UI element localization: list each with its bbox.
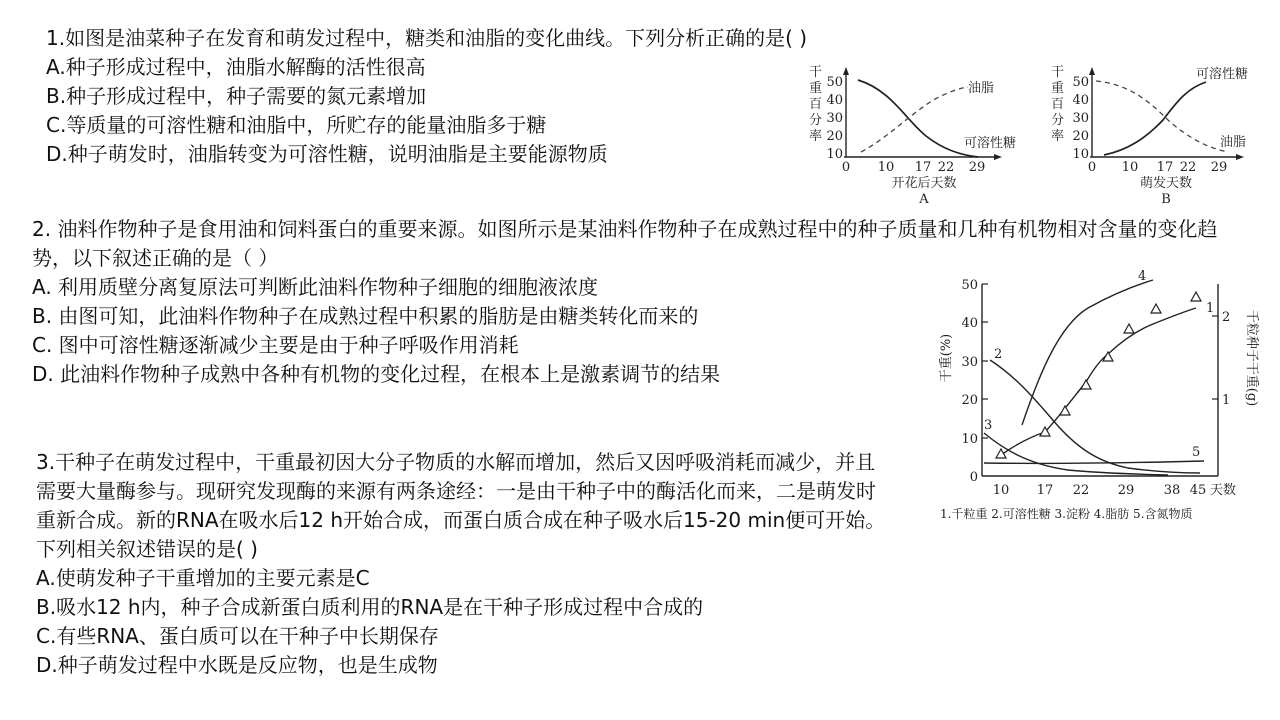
figure-b-oil-seed-germination (1048, 58, 1272, 210)
figure-a-y-label-char: 重 (809, 81, 823, 96)
figure-left-y-tick: 50 (961, 278, 978, 293)
question-2-stem: 2. 油料作物种子是食用油和饲料蛋白的重要来源。如图所示是某油料作物种子在成熟过程中的种子质量和几种有机物相对含量的变化趋势，以下叙述正确的是（ ） (32, 217, 1218, 270)
question-3 (36, 448, 886, 680)
figure-b-y-label-char: 干 (1051, 65, 1065, 80)
figure-a-oil-seed-development (806, 58, 1038, 210)
figure-left-y-tick: 40 (961, 316, 978, 331)
figure-b-y-label-char: 百 (1051, 97, 1065, 112)
figure-a-y-tick: 30 (826, 111, 843, 126)
figure-b-y-label (1051, 65, 1064, 144)
figure-curve-nitrogen (984, 461, 1204, 463)
figure-a-caption: A (919, 192, 929, 207)
figure-left-y-tick: 30 (961, 355, 978, 370)
question-1-option-b: B.种子形成过程中，种子需要的氮元素增加 (46, 84, 427, 108)
figure-curve-label-5: 5 (1192, 445, 1201, 460)
figure-curve-label-4: 4 (1138, 269, 1147, 284)
figure-curve-label-3: 3 (984, 418, 993, 433)
figure-legend: 1.千粒重 2.可溶性糖 3.淀粉 4.脂肪 5.含氮物质 (940, 507, 1193, 521)
question-3-option-c: C.有些RNA、蛋白质可以在干种子中长期保存 (36, 624, 439, 648)
figure-a-y-tick: 10 (826, 147, 843, 162)
figure-a-x-arrow (994, 154, 1002, 160)
figure-right-y-tick: 1 (1222, 393, 1231, 408)
figure-curve-fat (1022, 280, 1153, 425)
figure-b-x-label: 萌发天数 (1139, 176, 1193, 191)
figure-curve-grain-weight (1001, 308, 1196, 455)
question-1-stem: 1.如图是油菜种子在发育和萌发过程中，糖类和油脂的变化曲线。下列分析正确的是( ) (46, 26, 808, 50)
figure-triangle-marker (1151, 304, 1161, 313)
figure-a-x-label: 开花后天数 (891, 176, 957, 191)
figure-b-caption: B (1161, 192, 1171, 207)
question-2-option-d: D. 此油料作物种子成熟中各种有机物的变化过程，在根本上是激素调节的结果 (32, 362, 721, 386)
figure-b-y-tick: 10 (1072, 147, 1089, 162)
figure-curve-label-2: 2 (994, 347, 1003, 362)
figure-y-label-right: 千粒种子干重(g) (1244, 309, 1259, 407)
figure-left-y-tick: 0 (969, 470, 978, 485)
figure-b-y-tick: 40 (1072, 93, 1089, 108)
figure-a-y-label-char: 百 (809, 97, 823, 112)
figure-a-sugar-label: 可溶性糖 (964, 136, 1017, 151)
figure-a-y-label (809, 65, 822, 144)
figure-b-y-arrow (1089, 67, 1095, 75)
question-2-option-a: A. 利用质壁分离复原法可判断此油料作物种子细胞的细胞液浓度 (32, 275, 599, 299)
figure-a-oil-label: 油脂 (968, 81, 995, 96)
figure-a-x-tick: 17 (914, 160, 932, 175)
figure-x-tick: 45 (1189, 483, 1207, 498)
figure-triangle-marker (1191, 292, 1201, 301)
question-1-option-a: A.种子形成过程中，油脂水解酶的活性很高 (46, 55, 426, 79)
figure-b-x-tick: 0 (1087, 160, 1097, 175)
figure-a-y-label-char: 分 (809, 113, 823, 128)
figure-b-y-tick: 30 (1072, 111, 1089, 126)
figure-a-oil-curve (861, 87, 968, 152)
figure-b-x-tick: 29 (1210, 160, 1228, 175)
figure-b-y-tick: 20 (1072, 129, 1089, 144)
question-3-option-a: A.使萌发种子干重增加的主要元素是C (36, 566, 370, 590)
figure-curve-label-1: 1 (1206, 301, 1215, 316)
figure-y-label-left: 干重(%) (939, 333, 954, 383)
figure-a-y-arrow (843, 67, 849, 75)
figure-left-y-tick: 10 (961, 432, 978, 447)
question-3-option-d: D.种子萌发过程中水既是反应物，也是生成物 (36, 653, 438, 677)
question-1 (46, 24, 807, 169)
figure-x-unit: 天数 (1210, 483, 1237, 498)
figure-b-y-label-char: 重 (1051, 81, 1065, 96)
figure-x-tick: 10 (992, 483, 1010, 498)
question-2-option-b: B. 由图可知，此油料作物种子在成熟过程中积累的脂肪是由糖类转化而来的 (32, 304, 699, 328)
question-1-option-d: D.种子萌发时，油脂转变为可溶性糖，说明油脂是主要能源物质 (46, 142, 608, 166)
question-3-stem: 3.干种子在萌发过程中，干重最初因大分子物质的水解而增加，然后又因呼吸消耗而减少，并且需要大量酶参与。现研究发现酶的来源有两条途经：一是由干种子中的酶活化而来，二是萌发时重新合成。新的RNA在吸水后12 h开始合成，而蛋白质合成在种子吸水后15-20 min便可开始。下列相关叙述错误的是( ) (36, 450, 886, 561)
figure-a-x-tick: 29 (968, 160, 986, 175)
figure-a-y-tick: 40 (826, 93, 843, 108)
figure-b-sugar-curve (1104, 82, 1206, 155)
figure-b-x-tick: 22 (1179, 160, 1197, 175)
figure-x-tick: 17 (1036, 483, 1054, 498)
figure-a-y-label-char: 干 (809, 65, 823, 80)
figure-b-x-tick: 17 (1156, 160, 1174, 175)
figure-seed-maturation-chart (928, 268, 1268, 530)
figure-a-y-tick: 50 (826, 75, 843, 90)
figure-a-y-tick: 20 (826, 129, 843, 144)
figure-b-y-label-char: 分 (1051, 113, 1065, 128)
figure-a-y-label-char: 率 (809, 129, 823, 144)
question-1-option-c: C.等质量的可溶性糖和油脂中，所贮存的能量油脂多于糖 (46, 113, 547, 137)
question-3-option-b: B.吸水12 h内，种子合成新蛋白质利用的RNA是在干种子形成过程中合成的 (36, 595, 704, 619)
figure-b-x-arrow (1236, 154, 1244, 160)
figure-a-x-tick: 22 (937, 160, 955, 175)
question-2-option-c: C. 图中可溶性糖逐渐减少主要是由于种子呼吸作用消耗 (32, 333, 519, 357)
figure-left-y-tick: 20 (961, 393, 978, 408)
figure-triangle-marker (1060, 406, 1070, 415)
figure-b-oil-curve (1096, 81, 1228, 152)
figure-b-x-tick: 10 (1121, 160, 1139, 175)
figure-b-sugar-label: 可溶性糖 (1196, 67, 1249, 82)
figure-triangle-marker (996, 449, 1006, 458)
figure-a-sugar-curve (858, 80, 978, 157)
figure-triangle-marker (1124, 324, 1134, 333)
figure-x-tick: 22 (1072, 483, 1090, 498)
figure-b-y-label-char: 率 (1051, 129, 1065, 144)
figure-curve-soluble-sugar (990, 360, 1200, 473)
figure-a-x-tick: 0 (841, 160, 851, 175)
figure-right-y-tick: 2 (1222, 310, 1231, 325)
figure-b-oil-label: 油脂 (1220, 135, 1247, 150)
figure-b-y-tick: 50 (1072, 75, 1089, 90)
figure-a-x-tick: 10 (877, 160, 895, 175)
figure-x-tick: 29 (1117, 483, 1135, 498)
figure-triangle-marker (1081, 380, 1091, 389)
figure-curve-starch (984, 433, 1168, 475)
figure-x-tick: 38 (1163, 483, 1181, 498)
